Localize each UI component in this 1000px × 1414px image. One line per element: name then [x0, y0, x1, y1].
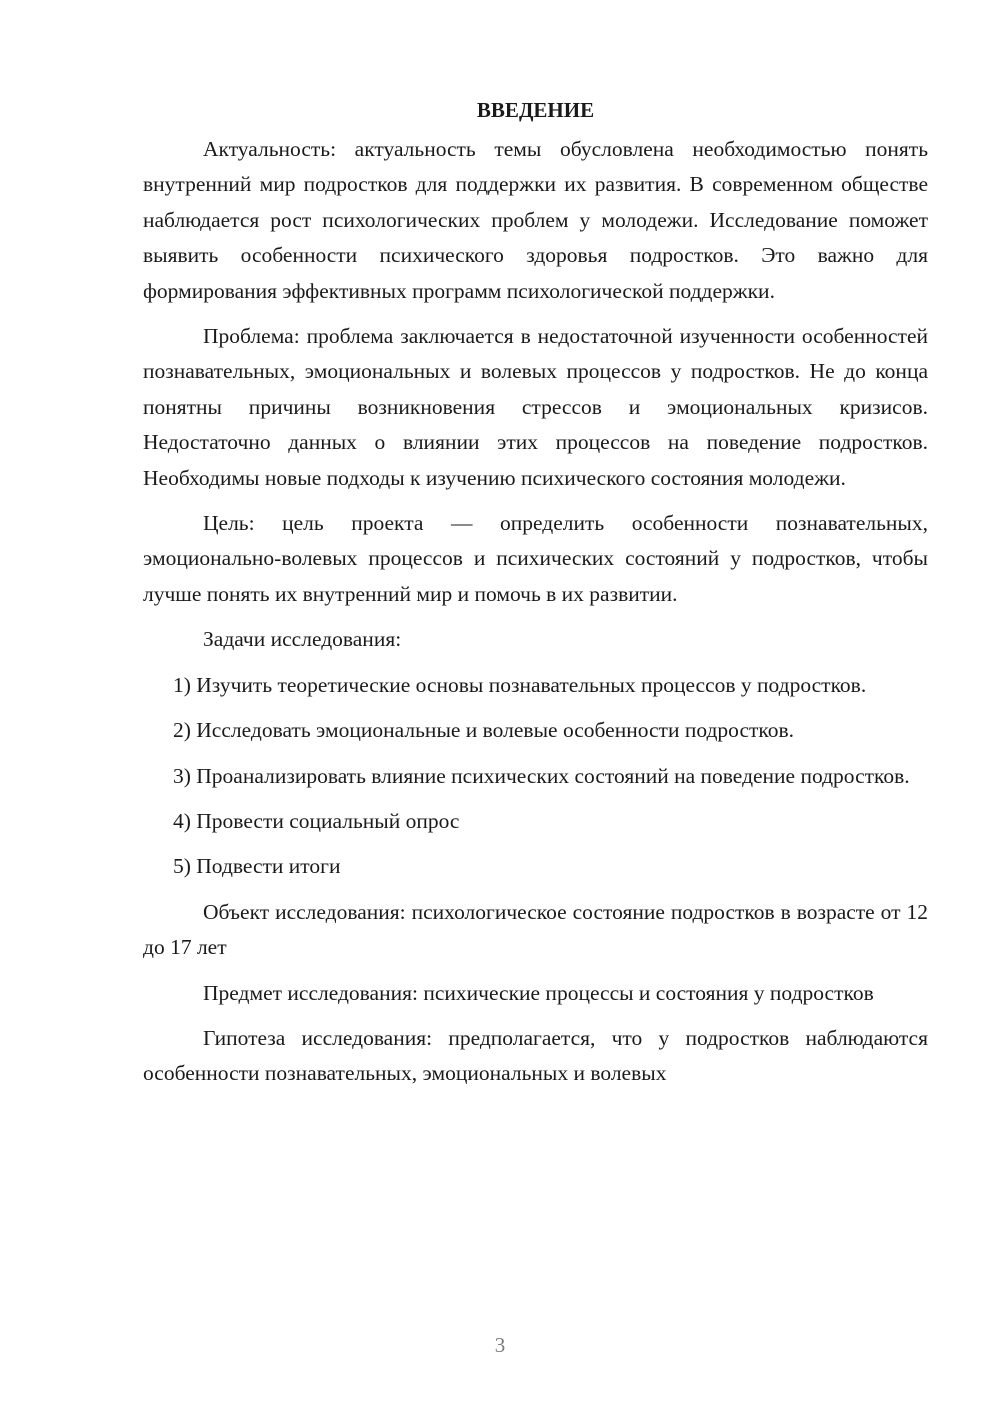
task-item-3: 3) Проанализировать влияние психических состояний на поведение подростков. — [173, 763, 910, 788]
paragraph-object: Объект исследования: психологическое состояние подростков в возрасте от 12 до 17 лет — [143, 899, 928, 960]
paragraph-tasks-heading: Задачи исследования: — [203, 627, 402, 652]
document-page — [143, 93, 928, 1102]
section-title: ВВЕДЕНИЕ — [476, 98, 595, 122]
task-item-2: 2) Исследовать эмоциональные и волевые особенности подростков. — [173, 718, 795, 743]
paragraph-problem: Проблема: проблема заключается в недостаточной изученности особенностей познавательных, эмоциональных и волевых процессов у подростков. Не до конца понятны причины возникновения стрессов и эмоциональных кризисов. Недостаточно данных о влиянии этих процессов на поведение подростков. Необходимы новые подходы к изучению психического состояния молодежи. — [143, 324, 928, 490]
page-number: 3 — [494, 1333, 506, 1357]
paragraph-hypothesis: Гипотеза исследования: предполагается, что у подростков наблюдаются особенности познавательных, эмоциональных и волевых — [143, 1025, 928, 1086]
paragraph-subject: Предмет исследования: психические процессы и состояния у подростков — [203, 980, 874, 1005]
paragraph-goal: Цель: цель проекта — определить особенности познавательных, эмоционально-волевых процессов и психических состояний у подростков, чтобы лучше понять их внутренний мир и помочь в их развитии. — [143, 511, 928, 606]
task-item-1: 1) Изучить теоретические основы познавательных процессов у подростков. — [173, 672, 867, 697]
task-item-4: 4) Провести социальный опрос — [173, 808, 460, 833]
paragraph-relevance: Актуальность: актуальность темы обусловлена необходимостью понять внутренний мир подростков для поддержки их развития. В современном обществе наблюдается рост психологических проблем у молодежи. Исследование поможет выявить особенности психического здоровья подростков. Это важно для формирования эффективных программ психологической поддержки. — [143, 137, 928, 303]
task-item-5: 5) Подвести итоги — [173, 854, 341, 879]
